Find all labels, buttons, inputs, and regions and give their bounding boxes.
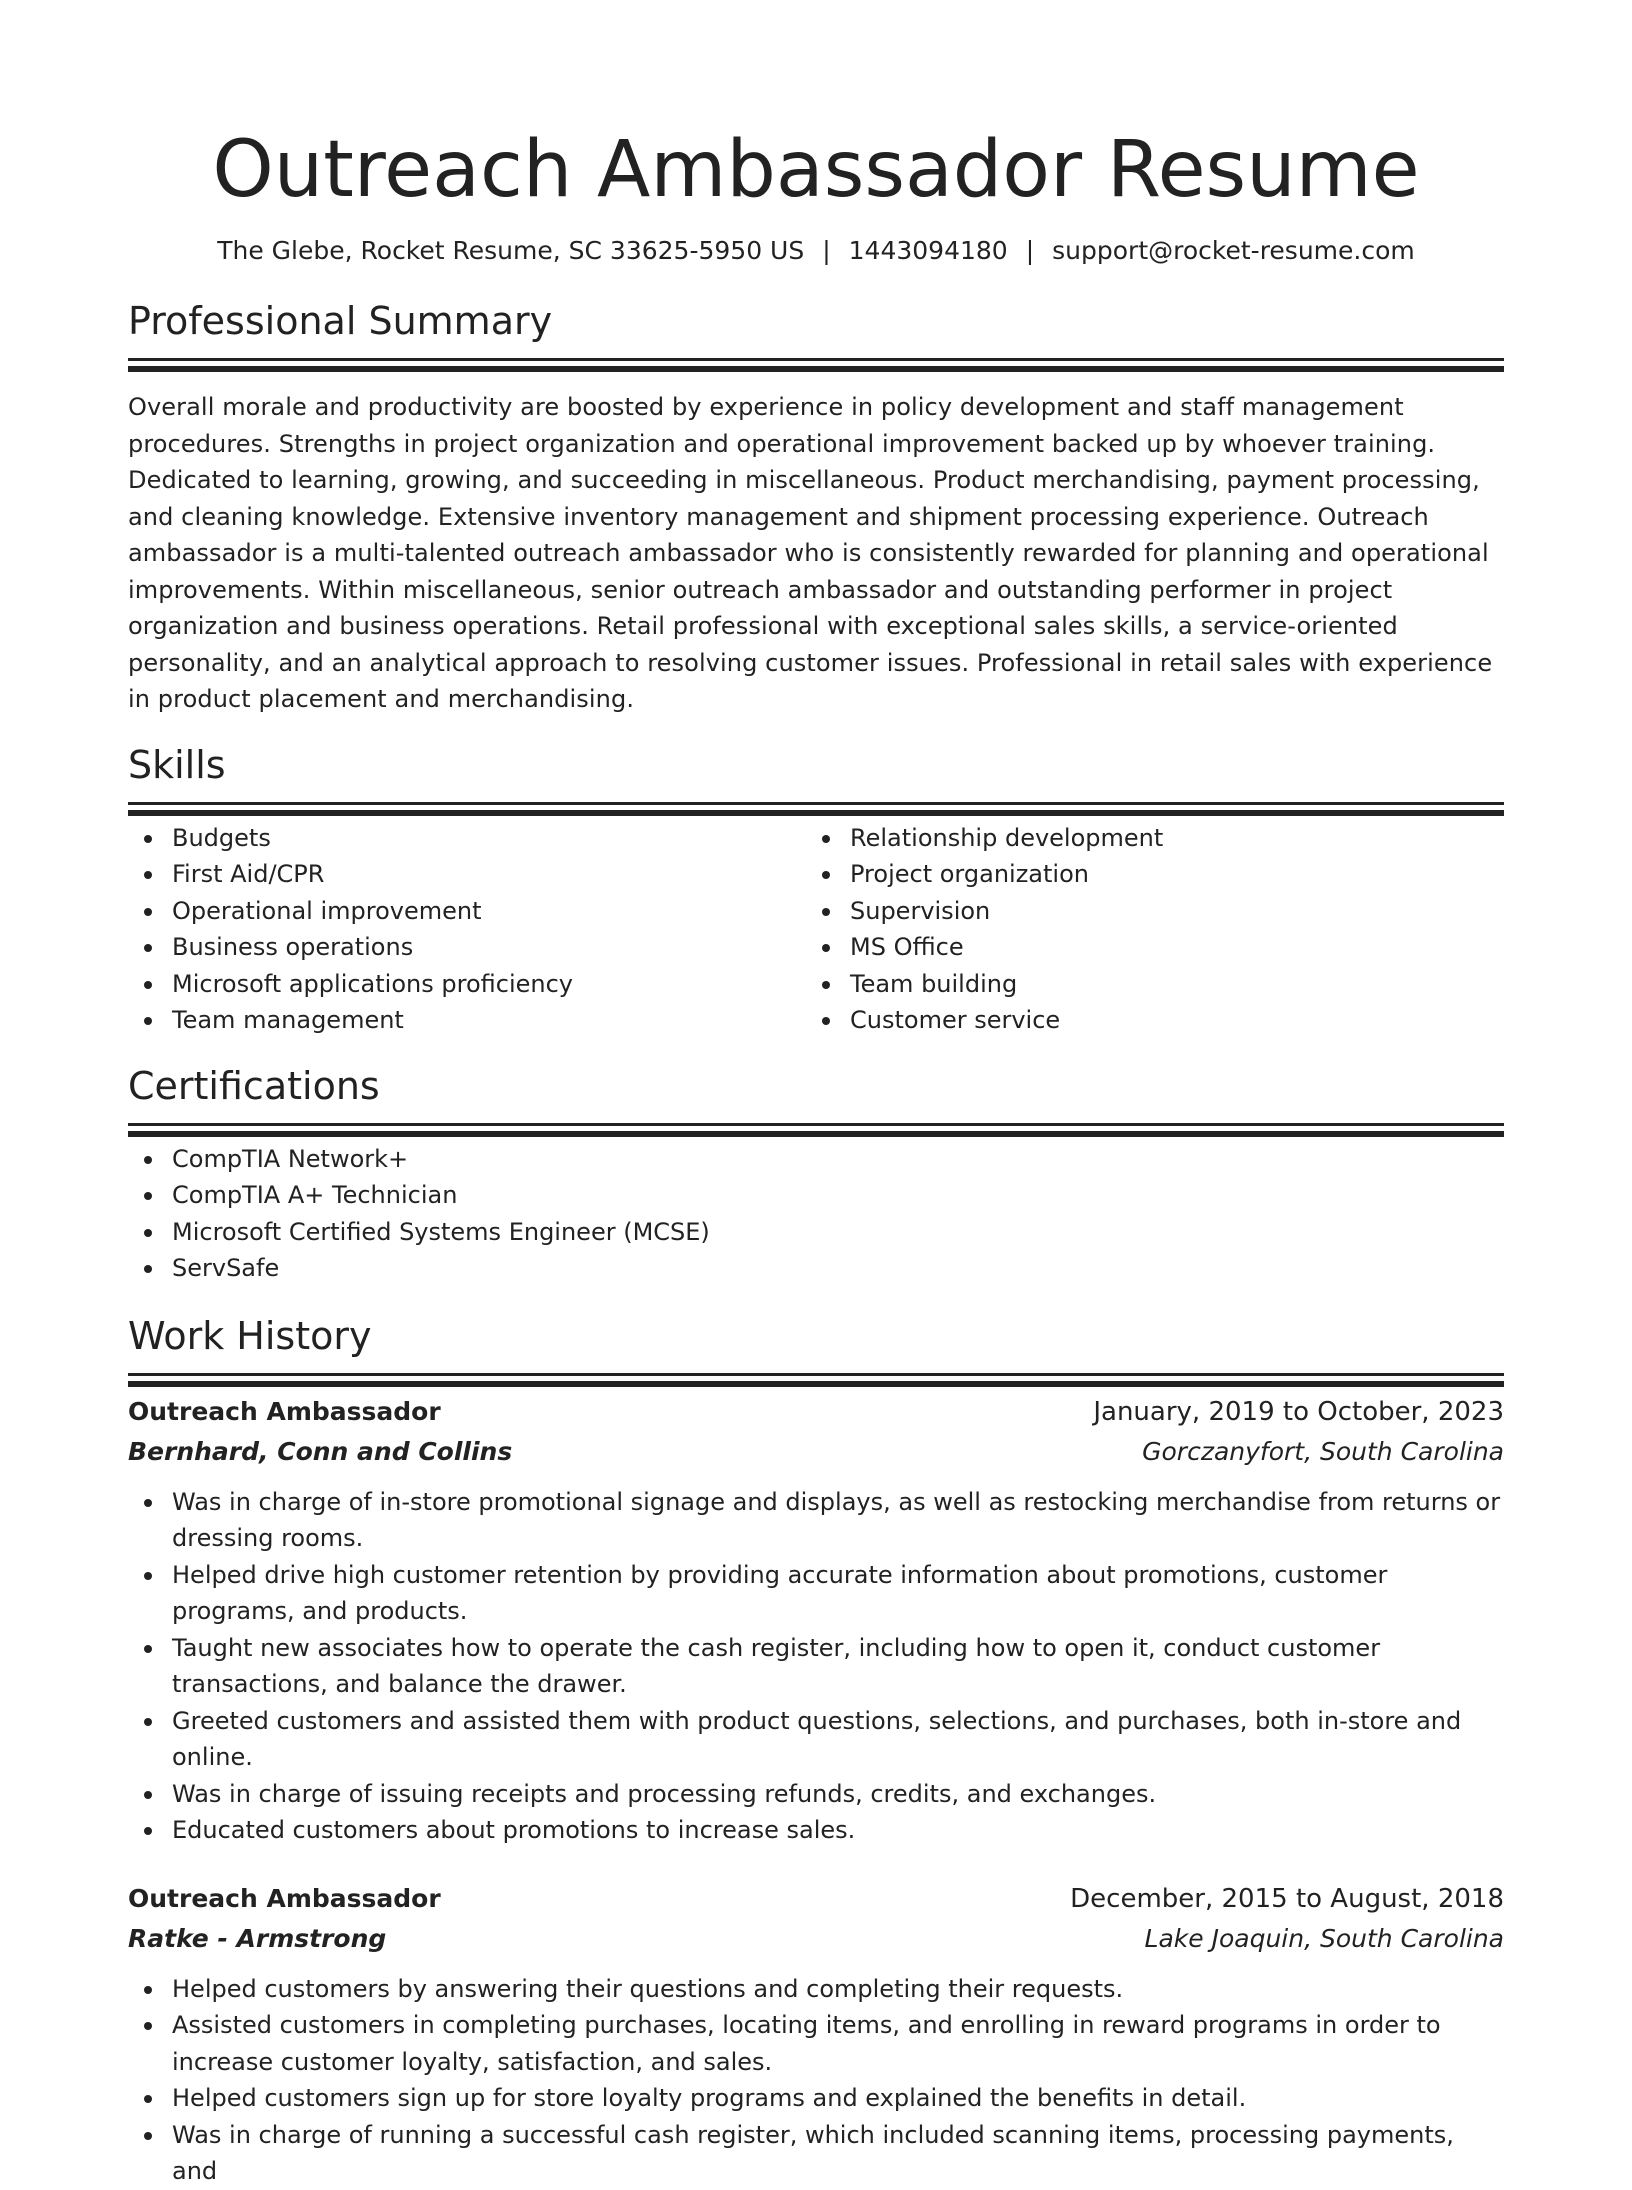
job-location: Lake Joaquin, South Carolina — [1144, 1923, 1504, 1953]
job-duty-item: Helped drive high customer retention by providing accurate information about promotions, customer programs, and products. — [128, 1557, 1504, 1630]
skill-item: Budgets — [128, 820, 806, 857]
section-divider — [128, 1373, 1504, 1376]
section-heading-skills: Skills — [128, 742, 226, 787]
skills-grid — [128, 820, 1504, 1039]
job-duties-list — [128, 1484, 1504, 1849]
job-duties-list — [128, 1971, 1504, 2190]
job-company: Bernhard, Conn and Collins — [128, 1436, 513, 1466]
skill-item: Business operations — [128, 929, 806, 966]
certifications-list — [128, 1141, 1504, 1287]
summary-section — [128, 298, 1504, 718]
job-duty-item: Helped customers by answering their questions and completing their requests. — [128, 1971, 1504, 2008]
resume-title: Outreach Ambassador Resume — [212, 125, 1420, 215]
certifications-section — [128, 1063, 1504, 1287]
section-divider — [128, 1123, 1504, 1126]
job-dates: January, 2019 to October, 2023 — [1093, 1396, 1504, 1427]
job-title: Outreach Ambassador — [128, 1883, 441, 1913]
job-location: Gorczanyfort, South Carolina — [1142, 1436, 1504, 1466]
job-subheader — [128, 1919, 1504, 1959]
job-dates: December, 2015 to August, 2018 — [1070, 1883, 1504, 1914]
job-entry — [128, 1392, 1504, 1849]
certification-item: Microsoft Certified Systems Engineer (MCSE) — [128, 1214, 1504, 1251]
job-duty-item: Educated customers about promotions to increase sales. — [128, 1812, 1504, 1849]
job-company: Ratke - Armstrong — [128, 1923, 387, 1953]
section-heading-certifications: Certifications — [128, 1063, 380, 1108]
skills-section — [128, 742, 1504, 1039]
certification-item: ServSafe — [128, 1250, 1504, 1287]
section-divider — [128, 802, 1504, 805]
job-duty-item: Assisted customers in completing purchases, locating items, and enrolling in reward programs in order to increase customer loyalty, satisfaction, and sales. — [128, 2007, 1504, 2080]
skill-item: Customer service — [806, 1002, 1484, 1039]
skills-column-right — [806, 820, 1484, 1039]
section-heading-summary: Professional Summary — [128, 299, 553, 343]
contact-line — [128, 234, 1504, 268]
skill-item: Relationship development — [806, 820, 1484, 857]
job-duty-item: Greeted customers and assisted them with product questions, selections, and purchases, both in-store and online. — [128, 1703, 1504, 1776]
job-duty-item: Taught new associates how to operate the cash register, including how to open it, conduct customer transactions, and balance the drawer. — [128, 1630, 1504, 1703]
job-title: Outreach Ambassador — [128, 1396, 441, 1426]
contact-address: The Glebe, Rocket Resume, SC 33625-5950 US — [217, 236, 805, 265]
certification-item: CompTIA A+ Technician — [128, 1177, 1504, 1214]
skill-item: Supervision — [806, 893, 1484, 930]
skills-column-left — [128, 820, 806, 1039]
skill-item: Team building — [806, 966, 1484, 1003]
contact-email: support@rocket-resume.com — [1052, 236, 1415, 265]
section-divider — [128, 358, 1504, 361]
job-header — [128, 1879, 1504, 1919]
summary-text: Overall morale and productivity are boosted by experience in policy development and staff management procedures. Strengths in project organization and operational improvement backed up by whoever training. Dedicated to learning, growing, and succeeding in miscellaneous. Product merchandising, payment processing, and cleaning knowledge. Extensive inventory management and shipment processing experience. Outreach ambassador is a multi-talented outreach ambassador who is consistently rewarded for planning and operational improvements. Within miscellaneous, senior outreach ambassador and outstanding performer in project organization and business operations. Retail professional with exceptional sales skills, a service-oriented personality, and an analytical approach to resolving customer issues. Professional in retail sales with experience in product placement and merchandising. — [128, 393, 1493, 713]
contact-phone: 1443094180 — [848, 236, 1008, 265]
skill-item: Operational improvement — [128, 893, 806, 930]
contact-separator: | — [822, 236, 831, 265]
section-heading-work-history: Work History — [128, 1313, 372, 1358]
skill-item: Project organization — [806, 856, 1484, 893]
job-duty-item: Was in charge of running a successful cash register, which included scanning items, processing payments, and — [128, 2117, 1504, 2190]
job-duty-item: Helped customers sign up for store loyalty programs and explained the benefits in detail. — [128, 2080, 1504, 2117]
job-duty-item: Was in charge of issuing receipts and processing refunds, credits, and exchanges. — [128, 1776, 1504, 1813]
skill-item: Microsoft applications proficiency — [128, 966, 806, 1003]
job-duty-item: Was in charge of in-store promotional signage and displays, as well as restocking merchandise from returns or dressing rooms. — [128, 1484, 1504, 1557]
job-subheader — [128, 1432, 1504, 1472]
skill-item: MS Office — [806, 929, 1484, 966]
skill-item: First Aid/CPR — [128, 856, 806, 893]
skill-item: Team management — [128, 1002, 806, 1039]
certification-item: CompTIA Network+ — [128, 1141, 1504, 1178]
resume-page — [128, 0, 1504, 2190]
contact-separator: | — [1025, 236, 1035, 265]
job-header — [128, 1392, 1504, 1432]
work-history-section — [128, 1313, 1504, 2190]
job-entry — [128, 1879, 1504, 2190]
